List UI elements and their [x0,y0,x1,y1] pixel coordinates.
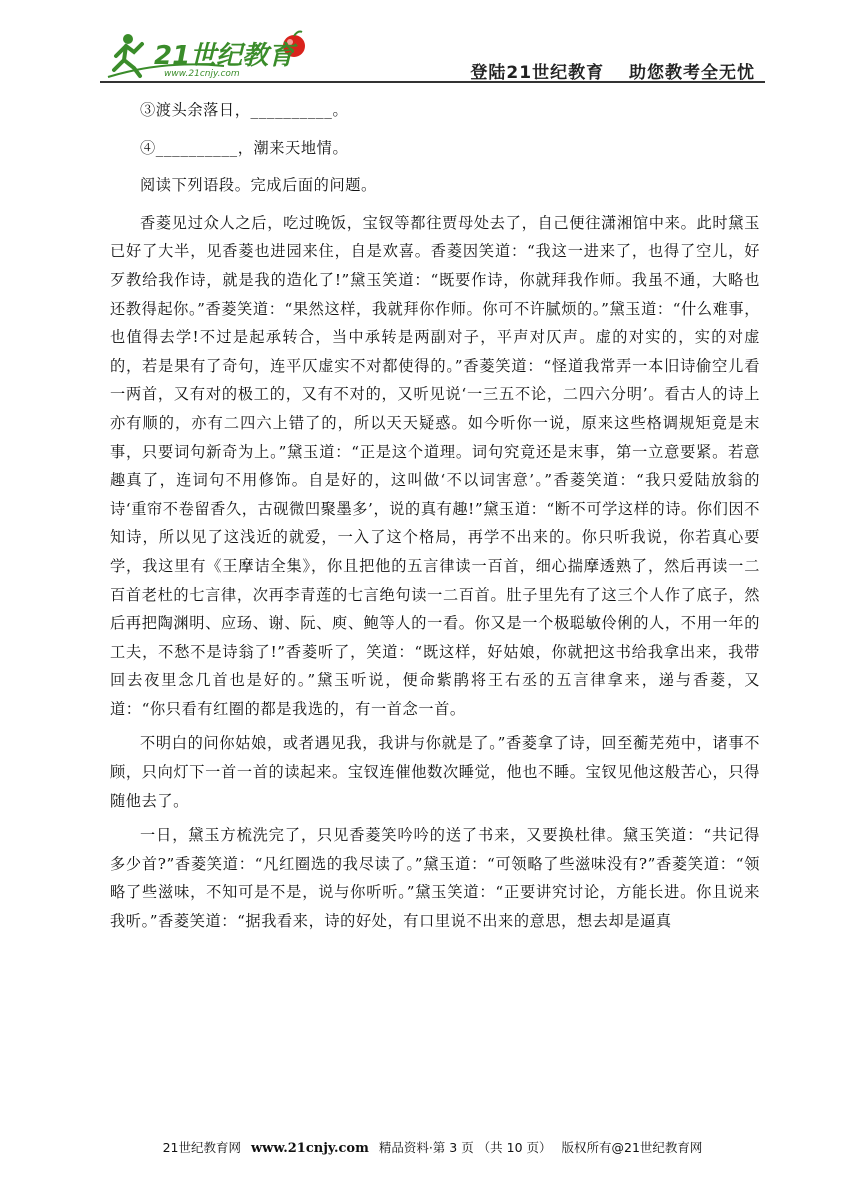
footer-page-info: 精品资料·第 3 页 （共 10 页） [378,1140,552,1155]
page-footer [100,1138,765,1156]
footer-site-url[interactable]: www.21cnjy.com [250,1141,369,1156]
document-body [110,96,760,942]
passage-paragraph-3: 一日，黛玉方梳洗完了，只见香菱笑吟吟的送了书来，又要换杜律。黛玉笑道：“共记得多少首?”香菱笑道：“凡红圈选的我尽读了。”黛玉道：“可领略了些滋味没有?”香菱笑道：“领略了些滋味，不知可是不是，说与你听听。”黛玉笑道：“正要讲究讨论，方能长进。你且说来我听。”香菱笑道：“据我看来，诗的好处，有口里说不出来的意思，想去却是逼真 [110,826,760,931]
header-slogan: 登陆21世纪教育 助您教考全无忧 [470,63,755,83]
passage-paragraph-1: 香菱见过众人之后，吃过晚饭，宝钗等都往贾母处去了，自己便往潇湘馆中来。此时黛玉已好了大半，见香菱也进园来住，自是欢喜。香菱因笑道：“我这一进来了，也得了空儿，好歹教给我作诗，就是我的造化了!”黛玉笑道：“既要作诗，你就拜我作师。我虽不通，大略也还教得起你。”香菱笑道：“果然这样，我就拜你作师。你可不许腻烦的。”黛玉道：“什么难事，也值得去学!不过是起承转合，当中承转是两副对子，平声对仄声。虚的对实的，实的对虚的，若是果有了奇句，连平仄虚实不对都使得的。”香菱笑道：“怪道我常弄一本旧诗偷空儿看一两首，又有对的极工的，又有不对的，又听见说‘一三五不论，二四六分明’。看古人的诗上亦有顺的，亦有二四六上错了的，所以天天疑惑。如今听你一说，原来这些格调规矩竟是末事，只要词句新奇为上。”黛玉道：“正是这个道理。词句究竟还是末事，第一立意要紧。若意趣真了，连词句不用修饰。自是好的，这叫做‘不以词害意’。”香菱笑道：“我只爱陆放翁的诗‘重帘不卷留香久，古砚微凹聚墨多’，说的真有趣!”黛玉道：“断不可学这样的诗。你们因不知诗，所以见了这浅近的就爱，一入了这个格局，再学不出来的。你只听我说，你若真心要学，我这里有《王摩诘全集》，你且把他的五言律读一百首，细心揣摩透熟了，然后再读一二百首老杜的七言律，次再李青莲的七言绝句读一二百首。肚子里先有了这三个人作了底子，然后再把陶渊明、应玚、谢、阮、庾、鲍等人的一看。你又是一个极聪敏伶俐的人，不用一年的工夫，不愁不是诗翁了!”香菱听了，笑道：“既这样，好姑娘，你就把这书给我拿出来，我带回去夜里念几首也是好的。”黛玉听说，便命紫鹃将王右丞的五言律拿来，递与香菱，又道：“你只看有红圈的都是我选的，有一首念一首。 [110,213,760,718]
logo-url-text: www.21cnjy.com [164,69,240,79]
fill-blank-question-3: ③渡头余落日，__________。 [140,101,349,119]
page-header [100,30,765,82]
logo-text: 21世纪教育 [154,41,295,71]
passage-paragraph-2: 不明白的问你姑娘，或者遇见我，我讲与你就是了。”香菱拿了诗，回至蘅芜苑中，诸事不顾，只向灯下一首一首的读起来。宝钗连催他数次睡觉，他也不睡。宝钗见他这般苦心，只得随他去了。 [110,734,760,810]
footer-copyright: 版权所有@21世纪教育网 [561,1140,703,1155]
fill-blank-question-4: ④__________，潮来天地情。 [140,138,349,157]
header-divider [100,81,765,83]
reading-instruction: 阅读下列语段。完成后面的问题。 [140,176,377,195]
logo [104,30,324,80]
footer-site-name: 21世纪教育网 [162,1140,241,1155]
